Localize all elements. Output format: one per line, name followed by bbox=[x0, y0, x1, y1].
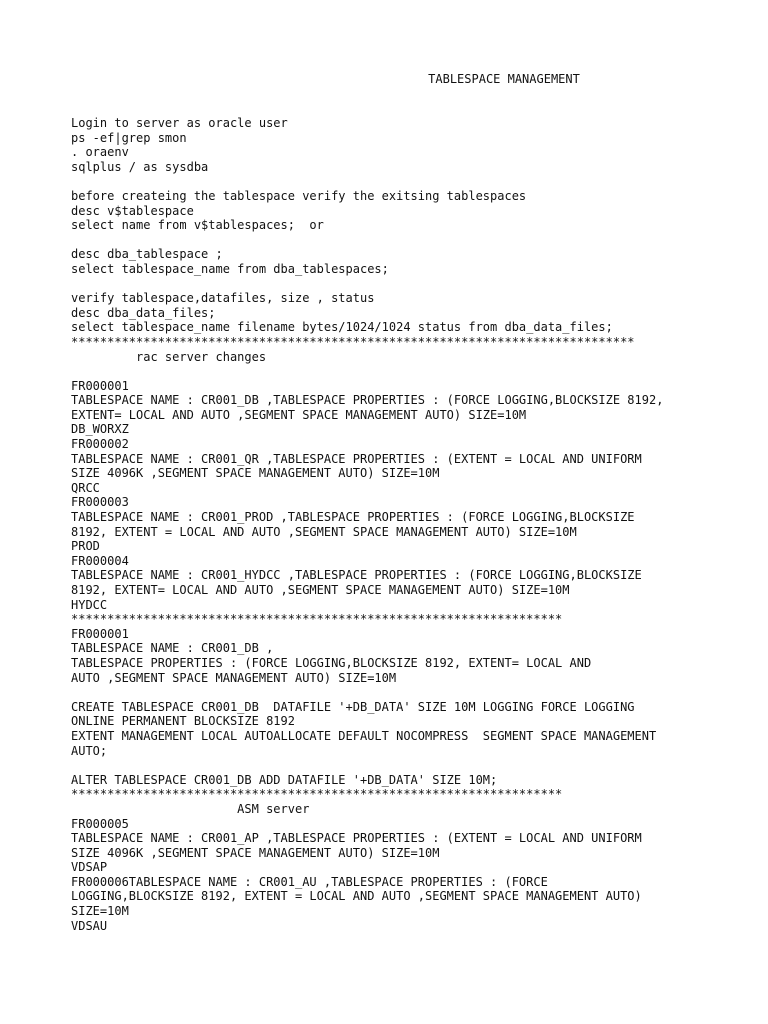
text-line: EXTENT= LOCAL AND AUTO ,SEGMENT SPACE MANAGEMENT AUTO) SIZE=10M bbox=[71, 407, 527, 422]
text-line: VDSAU bbox=[71, 918, 108, 933]
text-line: . oraenv bbox=[71, 145, 129, 160]
text-line: Login to server as oracle user bbox=[71, 116, 288, 130]
text-line: select tablespace_name from dba_tablespaces; bbox=[71, 261, 389, 276]
text-line: AUTO ,SEGMENT SPACE MANAGEMENT AUTO) SIZE=10M bbox=[71, 670, 397, 685]
text-line: EXTENT MANAGEMENT LOCAL AUTOALLOCATE DEFAULT NOCOMPRESS SEGMENT SPACE MANAGEMENT bbox=[71, 728, 657, 743]
text-line: 8192, EXTENT = LOCAL AND AUTO ,SEGMENT SPACE MANAGEMENT AUTO) SIZE=10M bbox=[71, 524, 577, 539]
text-line: ******************************************************************** bbox=[71, 787, 563, 802]
text-line: desc v$tablespace bbox=[71, 203, 194, 218]
blank-line bbox=[71, 233, 751, 248]
text-line: desc dba_data_files; bbox=[71, 305, 216, 320]
text-line: CREATE TABLESPACE CR001_DB DATAFILE '+DB_DATA' SIZE 10M LOGGING FORCE LOGGING bbox=[71, 699, 635, 714]
text-line: TABLESPACE NAME : CR001_DB ,TABLESPACE PROPERTIES : (FORCE LOGGING,BLOCKSIZE 8192, bbox=[71, 393, 664, 408]
text-line: before createing the tablespace verify the exitsing tablespaces bbox=[71, 188, 527, 203]
document-title: TABLESPACE MANAGEMENT bbox=[428, 72, 580, 86]
blank-line bbox=[71, 758, 751, 773]
text-line: ps -ef|grep smon bbox=[71, 130, 187, 145]
text-line: FR000001 bbox=[71, 626, 129, 641]
text-line: select tablespace_name filename bytes/1024/1024 status from dba_data_files; bbox=[71, 320, 613, 335]
blank-line bbox=[71, 364, 751, 379]
text-line: sqlplus / as sysdba bbox=[71, 159, 209, 174]
text-line: FR000003 bbox=[71, 495, 129, 510]
blank-line bbox=[71, 174, 751, 189]
text-line: SIZE 4096K ,SEGMENT SPACE MANAGEMENT AUTO) SIZE=10M bbox=[71, 845, 440, 860]
document-body bbox=[71, 116, 751, 933]
text-line: TABLESPACE NAME : CR001_DB , bbox=[71, 641, 274, 656]
blank-line bbox=[71, 277, 751, 292]
text-line: ONLINE PERMANENT BLOCKSIZE 8192 bbox=[71, 714, 295, 729]
text-line: HYDCC bbox=[71, 597, 108, 612]
text-line: FR000004 bbox=[71, 553, 129, 568]
text-line: TABLESPACE PROPERTIES : (FORCE LOGGING,BLOCKSIZE 8192, EXTENT= LOCAL AND bbox=[71, 655, 592, 670]
text-line: ALTER TABLESPACE CR001_DB ADD DATAFILE '+DB_DATA' SIZE 10M; bbox=[71, 772, 498, 787]
text-line: TABLESPACE NAME : CR001_HYDCC ,TABLESPACE PROPERTIES : (FORCE LOGGING,BLOCKSIZE bbox=[71, 568, 642, 583]
text-line: TABLESPACE NAME : CR001_AP ,TABLESPACE PROPERTIES : (EXTENT = LOCAL AND UNIFORM bbox=[71, 831, 642, 846]
text-line: FR000006TABLESPACE NAME : CR001_AU ,TABLESPACE PROPERTIES : (FORCE bbox=[71, 874, 548, 889]
text-line: ASM server bbox=[71, 801, 310, 816]
text-line: LOGGING,BLOCKSIZE 8192, EXTENT = LOCAL AND AUTO ,SEGMENT SPACE MANAGEMENT AUTO) bbox=[71, 889, 642, 904]
text-line: TABLESPACE NAME : CR001_QR ,TABLESPACE PROPERTIES : (EXTENT = LOCAL AND UNIFORM bbox=[71, 451, 642, 466]
text-line: PROD bbox=[71, 539, 100, 554]
text-line: TABLESPACE NAME : CR001_PROD ,TABLESPACE PROPERTIES : (FORCE LOGGING,BLOCKSIZE bbox=[71, 510, 635, 525]
text-line: SIZE 4096K ,SEGMENT SPACE MANAGEMENT AUTO) SIZE=10M bbox=[71, 466, 440, 481]
text-line: FR000002 bbox=[71, 437, 129, 452]
text-line: rac server changes bbox=[71, 349, 267, 364]
text-line: QRCC bbox=[71, 480, 100, 495]
text-line: DB_WORXZ bbox=[71, 422, 129, 437]
text-line: desc dba_tablespace ; bbox=[71, 247, 223, 262]
text-line: ****************************************************************************** bbox=[71, 334, 635, 349]
text-line: 8192, EXTENT= LOCAL AND AUTO ,SEGMENT SPACE MANAGEMENT AUTO) SIZE=10M bbox=[71, 583, 570, 597]
text-line: ******************************************************************** bbox=[71, 612, 563, 627]
text-line: AUTO; bbox=[71, 743, 108, 758]
text-line: FR000001 bbox=[71, 378, 129, 393]
text-line: SIZE=10M bbox=[71, 904, 129, 919]
text-line: FR000005 bbox=[71, 816, 129, 831]
text-line: verify tablespace,datafiles, size , status bbox=[71, 291, 375, 306]
blank-line bbox=[71, 685, 751, 700]
text-line: VDSAP bbox=[71, 860, 108, 875]
text-line: select name from v$tablespaces; or bbox=[71, 218, 324, 233]
